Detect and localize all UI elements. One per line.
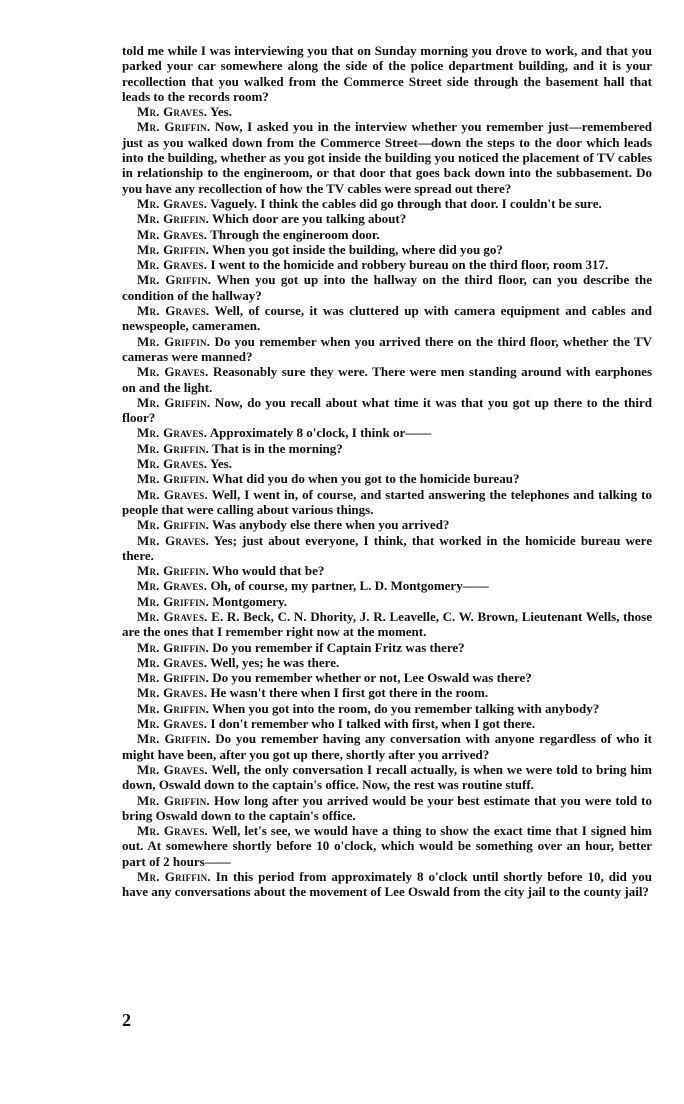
paragraph-text: Do you remember when you arrived there on the third floor, whether the TV cameras were manned? [122, 333, 653, 364]
paragraph-text: Well, let's see, we would have a thing to show the exact time that I signed him out. At somewhere shortly before 10 o'clock, which would be something over an hour, better part of 2 hours—— [122, 823, 653, 869]
speaker-name: Mr. Griffin. [137, 700, 210, 716]
speaker-name: Mr. Graves. [137, 654, 208, 670]
paragraph-text: Vaguely. I think the cables did go through that door. I couldn't be sure. [210, 195, 602, 211]
speaker-name: Mr. Griffin. [137, 119, 211, 135]
paragraph-text: I don't remember who I talked with first, when I got there. [210, 716, 536, 732]
speaker-name: Mr. Graves. [137, 456, 208, 472]
paragraph-text: I went to the homicide and robbery bureau on the third floor, room 317. [210, 257, 609, 273]
transcript-paragraph [122, 609, 652, 640]
transcript-paragraph [122, 793, 652, 824]
transcript-paragraph [122, 594, 652, 609]
transcript-paragraph [122, 257, 652, 272]
paragraph-text: Reasonably sure they were. There were men standing around with earphones on and the light. [122, 364, 652, 395]
paragraph-text: In this period from approximately 8 o'clock until shortly before 10, did you have any conversations about the movement of Lee Oswald from the city jail to the county jail? [122, 869, 652, 900]
paragraph-text: When you got up into the hallway on the third floor, can you describe the condition of the hallway? [122, 272, 653, 303]
transcript-paragraph [122, 685, 652, 700]
transcript-paragraph [122, 731, 652, 762]
transcript-paragraph [122, 272, 652, 303]
transcript-paragraph [122, 471, 652, 486]
paragraph-text: That is in the morning? [212, 440, 343, 456]
transcript-paragraph [122, 242, 652, 257]
transcript-paragraph [122, 640, 652, 655]
paragraph-text: Well, the only conversation I recall actually, is when we were told to bring him down, Oswald down to the captain's office. Now, the rest was routine stuff. [122, 761, 652, 793]
transcript-paragraph [122, 119, 652, 195]
transcript-paragraph [122, 43, 652, 104]
speaker-name: Mr. Griffin. [137, 563, 210, 579]
transcript-paragraph [122, 869, 652, 900]
paragraph-text: E. R. Beck, C. N. Dhority, J. R. Leavelle, C. W. Brown, Lieutenant Wells, those are the ones that I remember right now at the moment. [122, 608, 652, 640]
paragraph-text: What did you do when you got to the homicide bureau? [212, 471, 520, 487]
paragraph-text: Which door are you talking about? [212, 211, 407, 227]
speaker-name: Mr. Griffin. [137, 517, 210, 533]
transcript-paragraph [122, 364, 652, 395]
paragraph-text: Through the engineroom door. [210, 226, 380, 242]
speaker-name: Mr. Graves. [137, 425, 208, 441]
paragraph-text: When you got into the room, do you remember talking with anybody? [212, 700, 600, 716]
paragraph-text: Well, I went in, of course, and started answering the telephones and talking to people that were calling about various things. [122, 486, 652, 517]
paragraph-text: Now, I asked you in the interview whether you remember just—remembered just as you walked down from the Commerce Street—down the steps to the door which leads into the building, whether as you got inside the building you noticed the placement of TV cables in relationship to the engineroom, or that door that goes back down into the subbasement. Do you have any recollection of how the TV cables were spread out there? [122, 119, 653, 196]
paragraph-text: Yes. [209, 456, 232, 472]
transcript-paragraph [122, 762, 652, 793]
transcript-page [122, 43, 652, 900]
transcript-paragraph [122, 303, 652, 334]
transcript-paragraph [122, 227, 652, 242]
speaker-name: Mr. Graves. [137, 486, 208, 502]
transcript-paragraph [122, 334, 652, 365]
speaker-name: Mr. Graves. [137, 578, 208, 594]
transcript-paragraph [122, 104, 652, 119]
transcript-paragraph [122, 823, 652, 869]
speaker-name: Mr. Griffin. [137, 211, 210, 227]
speaker-name: Mr. Graves. [137, 226, 208, 242]
transcript-paragraph [122, 716, 652, 731]
speaker-name: Mr. Graves. [137, 608, 208, 624]
transcript-paragraph [122, 456, 652, 471]
paragraph-text: Well, yes; he was there. [210, 654, 340, 670]
transcript-paragraph [122, 211, 652, 226]
speaker-name: Mr. Graves. [137, 303, 210, 319]
paragraph-text: How long after you arrived would be your best estimate that you were told to bring Oswald down to the captain's office. [122, 792, 653, 823]
speaker-name: Mr. Griffin. [137, 792, 210, 808]
transcript-paragraph [122, 655, 652, 670]
transcript-paragraph [122, 487, 652, 518]
speaker-name: Mr. Graves. [137, 195, 208, 211]
speaker-name: Mr. Griffin. [137, 593, 210, 609]
transcript-paragraph [122, 533, 652, 564]
paragraph-text: Approximately 8 o'clock, I think or—— [209, 425, 432, 441]
speaker-name: Mr. Graves. [137, 532, 210, 548]
transcript-paragraph [122, 701, 652, 716]
speaker-name: Mr. Graves. [137, 104, 208, 120]
speaker-name: Mr. Graves. [137, 716, 208, 732]
paragraph-text: Who would that be? [212, 563, 325, 579]
speaker-name: Mr. Graves. [137, 685, 208, 701]
paragraph-text: Do you remember having any conversation with anyone regardless of who it might have been, after you got up there, shortly after you arrived? [122, 731, 652, 762]
paragraph-text: Yes. [209, 104, 232, 120]
paragraph-text: Was anybody else there when you arrived? [212, 517, 450, 533]
speaker-name: Mr. Griffin. [137, 241, 210, 257]
speaker-name: Mr. Griffin. [137, 272, 212, 288]
transcript-paragraph [122, 517, 652, 532]
speaker-name: Mr. Griffin. [137, 471, 210, 487]
transcript-paragraph [122, 196, 652, 211]
speaker-name: Mr. Griffin. [137, 731, 211, 747]
paragraph-text: When you got inside the building, where did you go? [212, 241, 503, 257]
paragraph-text: Oh, of course, my partner, L. D. Montgomery—— [210, 578, 489, 594]
paragraph-text: He wasn't there when I first got there in the room. [210, 685, 489, 701]
speaker-name: Mr. Griffin. [137, 440, 210, 456]
paragraph-text: told me while I was interviewing you that on Sunday morning you drove to work, and that you parked your car somewhere along the side of the police department building, and it is your recollection that you walked from the Commerce Street side through the basement hall that leads to the records room? [122, 43, 652, 104]
transcript-paragraph [122, 578, 652, 593]
transcript-paragraph [122, 425, 652, 440]
transcript-paragraph [122, 563, 652, 578]
paragraph-text: Do you remember if Captain Fritz was there? [212, 639, 465, 655]
paragraph-text: Montgomery. [212, 593, 288, 609]
speaker-name: Mr. Graves. [137, 364, 209, 380]
transcript-paragraph [122, 441, 652, 456]
speaker-name: Mr. Griffin. [137, 639, 210, 655]
paragraph-text: Well, of course, it was cluttered up with camera equipment and cables and newspeople, cameramen. [122, 303, 652, 334]
paragraph-text: Do you remember whether or not, Lee Oswald was there? [212, 670, 532, 686]
speaker-name: Mr. Griffin. [137, 670, 210, 686]
page-number: 2 [122, 1010, 131, 1030]
speaker-name: Mr. Griffin. [137, 333, 211, 349]
transcript-paragraph [122, 395, 652, 426]
speaker-name: Mr. Griffin. [137, 394, 211, 410]
paragraph-text: Now, do you recall about what time it was that you got up there to the third floor? [122, 394, 653, 426]
speaker-name: Mr. Graves. [137, 761, 208, 777]
transcript-paragraph [122, 670, 652, 685]
paragraph-text: Yes; just about everyone, I think, that worked in the homicide bureau were there. [122, 532, 652, 563]
speaker-name: Mr. Graves. [137, 823, 208, 839]
speaker-name: Mr. Griffin. [137, 869, 211, 885]
speaker-name: Mr. Graves. [137, 257, 208, 273]
